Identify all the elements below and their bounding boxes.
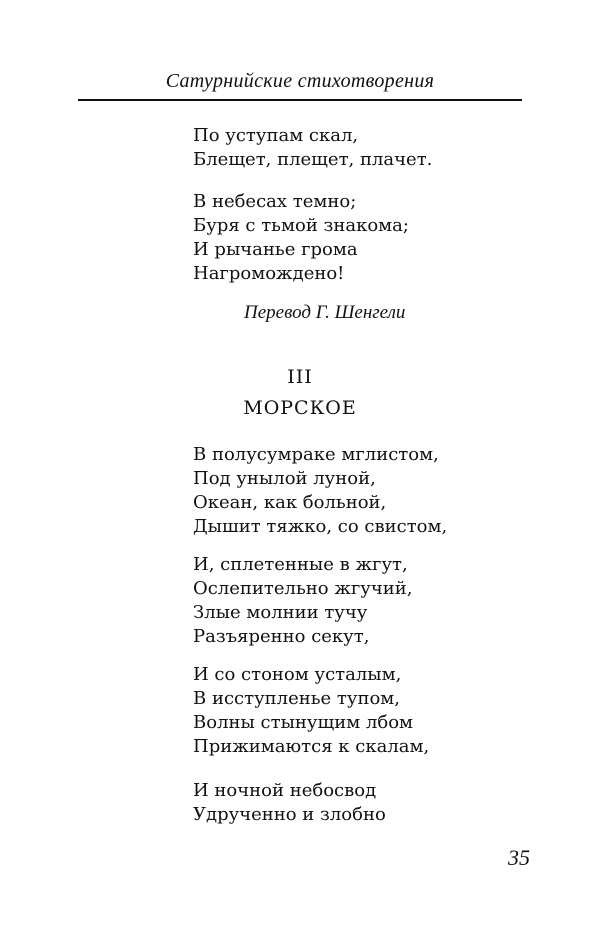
- poem-title: МОРСКОЕ: [243, 397, 357, 419]
- verse-line: Под унылой луной,: [193, 468, 376, 489]
- part-number: III: [287, 366, 313, 388]
- verse-line: Океан, как больной,: [193, 492, 387, 513]
- verse-line: Нагромождено!: [193, 263, 345, 284]
- verse-line: Прижимаются к скалам,: [193, 736, 430, 757]
- verse-line: Разъяренно секут,: [193, 626, 370, 647]
- verse-line: И ночной небосвод: [193, 780, 377, 801]
- running-head: Сатурнийские стихотворения: [165, 70, 435, 92]
- verse-line: И со стоном усталым,: [193, 664, 402, 685]
- verse-line: В полусумраке мглистом,: [193, 444, 439, 465]
- stanza: [193, 663, 429, 759]
- verse-line: И, сплетенные в жгут,: [193, 554, 408, 575]
- verse-line: Буря с тьмой знакома;: [193, 215, 409, 236]
- verse-line: Блещет, плещет, плачет.: [193, 149, 433, 170]
- verse-line: По уступам скал,: [193, 125, 359, 146]
- stanza: [193, 124, 432, 172]
- verse-line: В небесах темно;: [193, 191, 357, 212]
- stanza: [193, 553, 413, 649]
- verse-line: Удрученно и злобно: [193, 804, 386, 825]
- page-number: 35: [508, 845, 530, 870]
- verse-line: Злые молнии тучу: [193, 602, 368, 623]
- verse-line: И рычанье грома: [193, 239, 358, 260]
- stanza: [193, 443, 447, 539]
- stanza: [193, 190, 409, 286]
- verse-line: Дышит тяжко, со свистом,: [193, 516, 448, 537]
- verse-line: Волны стынущим лбом: [193, 712, 414, 733]
- header-rule: [78, 99, 522, 101]
- verse-line: В исступленье тупом,: [193, 688, 401, 709]
- stanza: [193, 779, 386, 827]
- translator-credit: Перевод Г. Шенгели: [244, 302, 406, 323]
- verse-line: Ослепительно жгучий,: [193, 578, 413, 599]
